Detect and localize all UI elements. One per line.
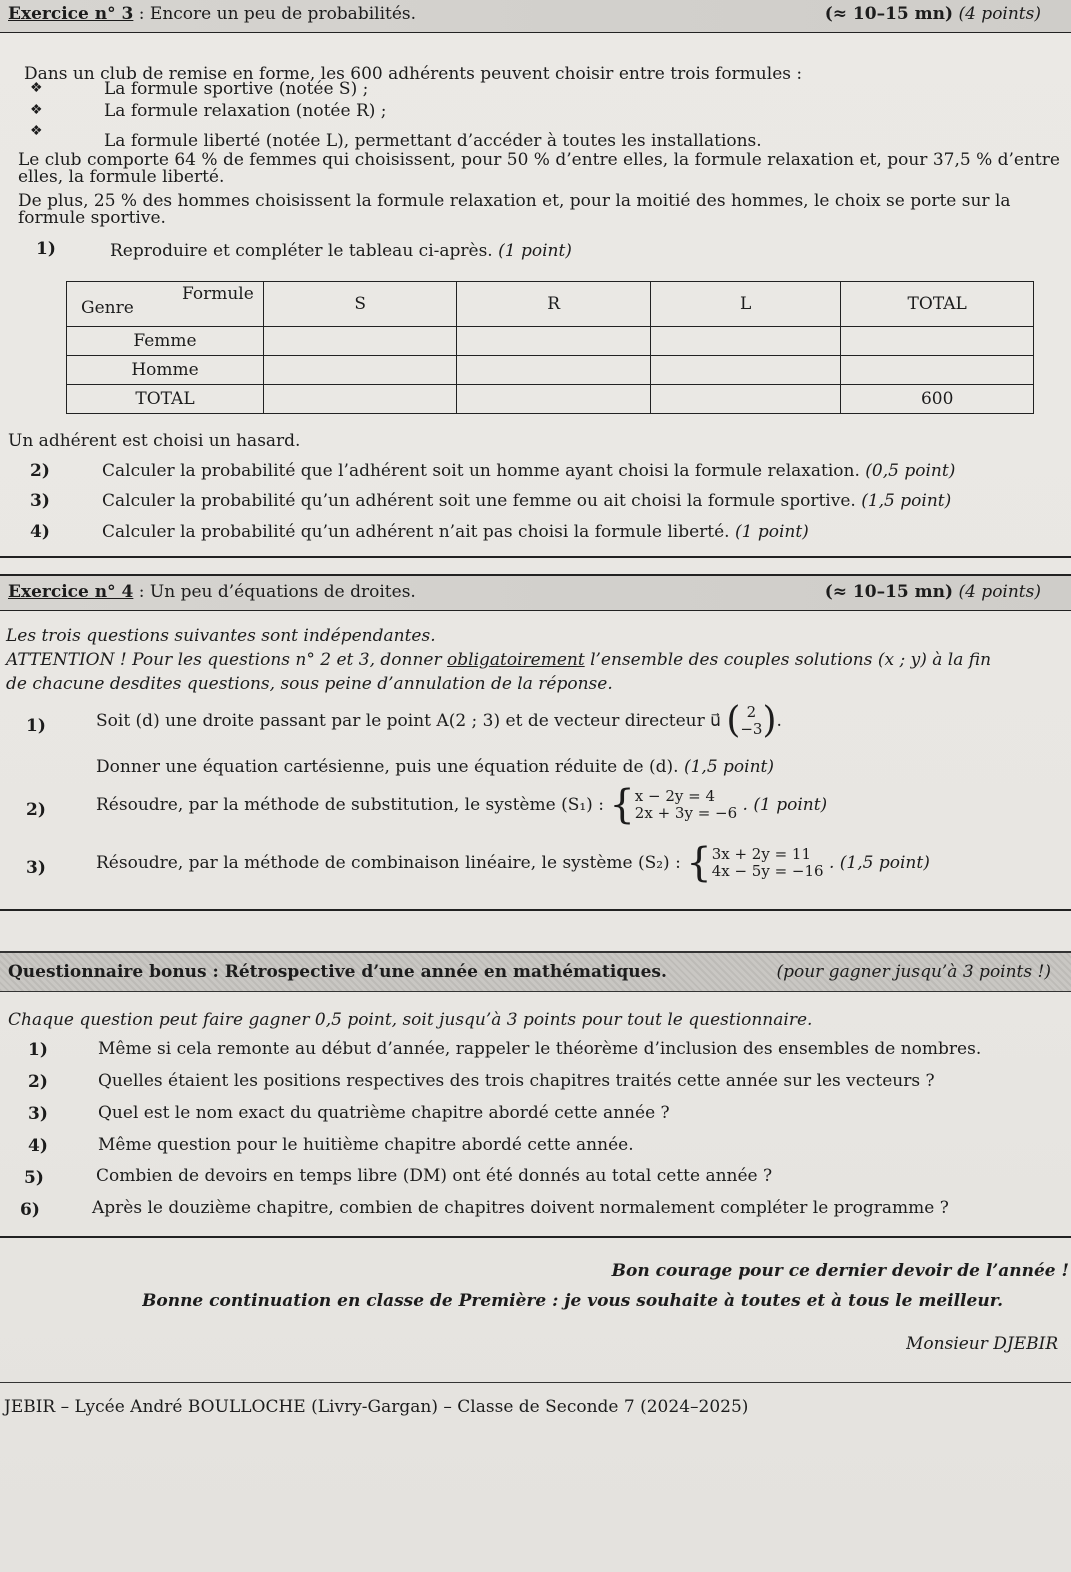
ex4-att-b: l’ensemble des couples solutions (x ; y) à la fin (584, 650, 992, 670)
brace-icon: { (609, 782, 635, 828)
bonus-intro: Chaque question peut faire gagner 0,5 point, soit jusqu’à 3 points pour tout le questionnaire. (8, 1010, 813, 1030)
ex4-q3-num: 3) (26, 858, 46, 878)
ex4-indep: Les trois questions suivantes sont indépendantes. (6, 626, 436, 646)
ex4-points: (4 points) (958, 582, 1041, 602)
ex3-q2-pts: (0,5 point) (865, 461, 956, 481)
paren-right-icon: ) (762, 700, 777, 741)
bonus-q2: Quelles étaient les positions respectives des trois chapitres traités cette année sur les vecteurs ? (98, 1071, 935, 1091)
table-cell (457, 385, 650, 414)
ex4-q1-num: 1) (26, 716, 46, 736)
table-cell (457, 327, 650, 356)
ex4-q3-pts: (1,5 point) (839, 853, 930, 873)
ex3-bullet-2: La formule relaxation (notée R) ; (104, 101, 387, 121)
ex3-q3-num: 3) (30, 491, 50, 511)
ex4-q2-text: Résoudre, par la méthode de substitution, le système (S₁) : (96, 795, 604, 815)
signature: Monsieur DJEBIR (906, 1335, 1059, 1353)
table-corner (67, 282, 264, 327)
s2-eq1: 3x + 2y = 11 (711, 845, 812, 863)
vec-top: 2 (746, 703, 757, 721)
bonus-points: (pour gagner jusqu’à 3 points !) (776, 962, 1051, 982)
system-s1 (635, 788, 737, 822)
ex3-para1a: Le club comporte 64 % de femmes qui choisissent, pour 50 % d’entre elles, la formule relaxation et, pour 37,5 % d’entre (18, 150, 1060, 170)
ex3-q2-num: 2) (30, 461, 50, 481)
ex4-att-c: de chacune desdites questions, sous peine d’annulation de la réponse. (6, 674, 613, 694)
ex3-para2b: formule sportive. (18, 208, 166, 228)
ex4-q3-text: Résoudre, par la méthode de combinaison linéaire, le système (S₂) : (96, 853, 681, 873)
table-cell (650, 327, 840, 356)
ex3-q4-text: Calculer la probabilité qu’un adhérent n’ait pas choisi la formule liberté. (102, 522, 730, 542)
bonus-q3-num: 3) (28, 1104, 48, 1124)
ex3-hasard: Un adhérent est choisi un hasard. (8, 431, 301, 451)
bonus-q5: Combien de devoirs en temps libre (DM) ont été donnés au total cette année ? (96, 1166, 773, 1186)
col-header-s: S (264, 282, 457, 327)
bonus-q2-num: 2) (28, 1072, 48, 1092)
ex4-title-num: Exercice n° 4 (8, 582, 134, 602)
row-header-homme: Homme (67, 356, 264, 385)
diamond-bullet-icon: ❖ (30, 123, 43, 139)
ex4-q1-text2: Donner une équation cartésienne, puis une équation réduite de (d). (96, 757, 679, 777)
ex3-bullet-3: La formule liberté (notée L), permettant d’accéder à toutes les installations. (104, 131, 762, 151)
ex3-title: : Encore un peu de probabilités. (133, 4, 417, 24)
ex3-bullet-1: La formule sportive (notée S) ; (104, 79, 369, 99)
ex3-q4-pts: (1 point) (735, 522, 809, 542)
ex3-para1b: elles, la formule liberté. (18, 167, 225, 187)
table-cell (650, 356, 840, 385)
ex3-time: (≈ 10–15 mn) (824, 4, 954, 24)
ex3-q2-text: Calculer la probabilité que l’adhérent soit un homme ayant choisi la formule relaxation. (102, 461, 860, 481)
bonus-q4-num: 4) (28, 1136, 48, 1156)
ex3-q1-num: 1) (36, 239, 56, 259)
divider (0, 1382, 1071, 1383)
ex4-q1-pts: (1,5 point) (683, 757, 775, 777)
ex3-intro: Dans un club de remise en forme, les 600 adhérents peuvent choisir entre trois formules : (24, 64, 803, 84)
corner-formule: Formule (182, 284, 254, 304)
ex4-att-a: ATTENTION ! Pour les questions n° 2 et 3, donner (6, 650, 448, 670)
s1-eq2: 2x + 3y = −6 (634, 804, 738, 822)
col-header-l: L (650, 282, 840, 327)
ex4-q2-num: 2) (26, 800, 46, 820)
system-s2 (712, 846, 824, 880)
table-cell (457, 356, 650, 385)
ex3-q3-text: Calculer la probabilité qu’un adhérent soit une femme ou ait choisi la formule sportive. (102, 491, 856, 511)
footer: JEBIR – Lycée André BOULLOCHE (Livry-Gargan) – Classe de Seconde 7 (2024–2025) (4, 1397, 749, 1417)
closing-line2: Bonne continuation en classe de Première : je vous souhaite à toutes et à tous le meilleur. (142, 1292, 1004, 1310)
ex3-para2a: De plus, 25 % des hommes choisissent la formule relaxation et, pour la moitié des hommes, le choix se porte sur la (18, 191, 1011, 211)
ex3-q4-num: 4) (30, 522, 50, 542)
s1-eq1: x − 2y = 4 (634, 787, 716, 805)
s2-eq2: 4x − 5y = −16 (711, 862, 824, 880)
total-600: 600 (841, 385, 1034, 414)
ex4-header (0, 574, 1071, 611)
bonus-q5-num: 5) (24, 1168, 44, 1188)
ex3-title-num: Exercice n° 3 (8, 4, 134, 24)
table-cell (264, 356, 457, 385)
ex4-q2-pts: (1 point) (753, 795, 828, 815)
ex4-time: (≈ 10–15 mn) (824, 582, 954, 602)
ex4-att-underlined: obligatoirement (447, 650, 585, 670)
col-header-total: TOTAL (841, 282, 1034, 327)
corner-genre: Genre (81, 298, 134, 318)
bonus-q1: Même si cela remonte au début d’année, rappeler le théorème d’inclusion des ensembles de nombres. (98, 1039, 982, 1059)
vec-bottom: −3 (740, 720, 763, 738)
ex4-title: : Un peu d’équations de droites. (133, 582, 416, 602)
ex4-attention (6, 651, 991, 669)
bonus-q3: Quel est le nom exact du quatrième chapitre abordé cette année ? (98, 1103, 670, 1123)
ex3-q3-pts: (1,5 point) (861, 491, 952, 511)
table-cell (841, 327, 1034, 356)
probability-table (66, 281, 1034, 414)
paren-left-icon: ( (726, 700, 741, 741)
row-header-femme: Femme (67, 327, 264, 356)
table-cell (264, 385, 457, 414)
ex4-q1-text: Soit (d) une droite passant par le point A(2 ; 3) et de vecteur directeur u⃗ (96, 711, 721, 731)
ex3-points: (4 points) (958, 4, 1041, 24)
ex3-header (0, 0, 1071, 33)
bonus-q1-num: 1) (28, 1040, 48, 1060)
ex3-q1-pts: (1 point) (498, 241, 572, 261)
divider (0, 1236, 1071, 1238)
table-cell (650, 385, 840, 414)
row-header-total: TOTAL (67, 385, 264, 414)
divider (0, 556, 1071, 558)
bonus-q6: Après le douzième chapitre, combien de chapitres doivent normalement compléter le programme ? (92, 1198, 949, 1218)
table-cell (264, 327, 457, 356)
divider (0, 909, 1071, 911)
bonus-q4: Même question pour le huitième chapitre abordé cette année. (98, 1135, 634, 1155)
bonus-q6-num: 6) (20, 1200, 40, 1220)
ex3-q1-text: Reproduire et compléter le tableau ci-après. (110, 241, 493, 261)
vector-u (740, 704, 762, 738)
brace-icon: { (686, 840, 712, 886)
table-cell (841, 356, 1034, 385)
bonus-title: Questionnaire bonus : Rétrospective d’une année en mathématiques. (8, 962, 667, 982)
bonus-header (0, 951, 1071, 992)
diamond-bullet-icon: ❖ (30, 80, 43, 96)
diamond-bullet-icon: ❖ (30, 102, 43, 118)
closing-line1: Bon courage pour ce dernier devoir de l’année ! (611, 1261, 1069, 1281)
exam-page: Exercice n° 3 : Encore un peu de probabilités. (≈ 10–15 mn) (4 points) Dans un club de remise en forme, les 600 adhérents peuvent choisir entre trois formules : ❖ La formule sportive (notée S) ; ❖ La formule relaxation (notée R) ; ❖ La formule liberté (notée L), permettant d’accéder à toutes les installations. Le club comporte 64 % de femmes qui choisissent, pour 50 % d’entre elles, la formule relaxation et, pour 37,5 % d’entre elles, la formule liberté. De plus, 25 % des hommes choisissent la formule relaxation et, pour la moitié des hommes, le choix se porte sur la formule sportive. 1) Reproduire et compléter le tableau ci-après. (1 point) Formule Genre S R L TOTAL Femme Homme TOTAL 600 Un adhérent est choisi un hasard. 2) Calculer la probabilité que l’adhérent soit un homme ayant choisi la formule relaxation. (0,5 point) 3) Calculer la probabilité qu’un adhérent soit une femme ou ait choisi la formule sportive. (1,5 point) 4) Calculer la probabilité qu’un adhérent n’ait pas choisi la formule liberté. (1 point) Exercice n° 4 : Un peu d’équations de droites. (≈ 10–15 mn) (4 points) Les trois questions suivantes sont indépendantes. ATTENTION ! Pour les questions n° 2 et 3, donner obligatoirement l’ensemble des couples solutions (x ; y) à la fin de chacune desdites questions, sous peine d’annulation de la réponse. 1) Soit (d) une droite passant par le point A(2 ; 3) et de vecteur directeur u⃗ ( 2 −3). Donner une équation cartésienne, puis une équation réduite de (d). (1,5 point) 2) Résoudre, par la méthode de substitution, le système (S₁) : {x − 2y = 4 2x + 3y = −6 . (1 point) 3) Résoudre, par la méthode de combinaison linéaire, le système (S₂) : {3x + 2y = 11 4x − 5y = −16 . (1,5 point) Questionnaire bonus : Rétrospective d’une année en mathématiques. (pour gagner jusqu’à 3 points !) Chaque question peut faire gagner 0,5 point, soit jusqu’à 3 points pour tout le questionnaire. 1) Même si cela remonte au début d’année, rappeler le théorème d’inclusion des ensembles de nombres. 2) Quelles étaient les positions respectives des trois chapitres traités cette année sur les vecteurs ? 3) Quel est le nom exact du quatrième chapitre abordé cette année ? 4) Même question pour le huitième chapitre abordé cette année. 5) Combien de devoirs en temps libre (DM) ont été donnés au total cette année ? 6) Après le douzième chapitre, combien de chapitres doivent normalement compléter le programme ? Bon courage pour ce dernier devoir de l’année ! Bonne continuation en classe de Première : je vous souhaite à toutes et à tous le meilleur. Monsieur DJEBIR JEBIR – Lycée André BOULLOCHE (Livry-Gargan) – Classe de Seconde 7 (2024–2025) (0, 0, 1071, 1572)
col-header-r: R (457, 282, 650, 327)
